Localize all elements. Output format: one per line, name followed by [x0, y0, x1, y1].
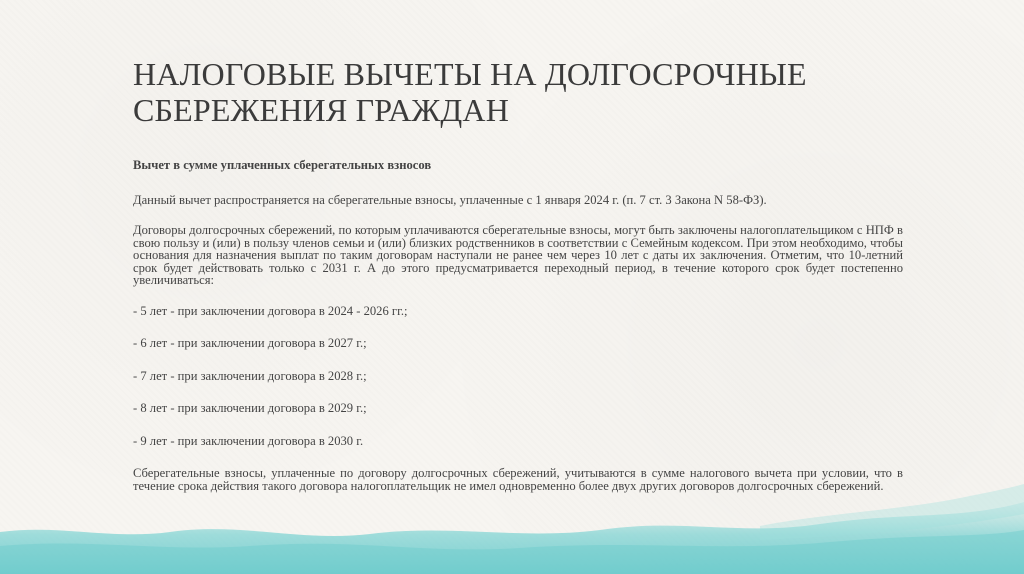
list-item: - 9 лет - при заключении договора в 2030 г.	[133, 433, 364, 448]
list-item: - 6 лет - при заключении договора в 2027 г.;	[133, 336, 367, 350]
paragraph-contract-conditions: Договоры долгосрочных сбережений, по которым уплачиваются сберегательные взносы, могут быть заключены налогоплательщиком с НПФ в свою пользу и (или) в пользу членов семьи и (или) близких родственников в соответствии с Семейным кодексом. При этом необходимо, чтобы основания для назначения выплат по таким договорам наступали не ранее чем через 10 лет с даты их заключения. Отметим, что 10-летний срок будет действовать только с 2031 г. А до этого предусматривается переходный период, в течение которого срок будет постепенно увеличиваться:	[133, 223, 903, 287]
list-item: - 7 лет - при заключении договора в 2028 г.;	[133, 368, 367, 383]
slide-body	[133, 159, 903, 492]
list-item: - 8 лет - при заключении договора в 2029 г.;	[133, 401, 367, 415]
slide-title: НАЛОГОВЫЕ ВЫЧЕТЫ НА ДОЛГОСРОЧНЫЕ СБЕРЕЖЕНИЯ ГРАЖДАН	[133, 56, 807, 128]
list-item: - 5 лет - при заключении договора в 2024 - 2026 гг.;	[133, 303, 408, 318]
paragraph-applicability: Данный вычет распространяется на сберегательные взносы, уплаченные с 1 января 2024 г. (п. 7 ст. 3 Закона N 58-ФЗ).	[133, 192, 767, 207]
paragraph-deduction-condition: Сберегательные взносы, уплаченные по договору долгосрочных сбережений, учитываются в сумме налогового вычета при условии, что в течение срока действия такого договора налогоплательщик не имел одновременно более двух других договоров долгосрочных сбережений.	[133, 466, 903, 493]
section-subheading: Вычет в сумме уплаченных сберегательных взносов	[133, 158, 432, 172]
slide-content	[133, 56, 903, 510]
